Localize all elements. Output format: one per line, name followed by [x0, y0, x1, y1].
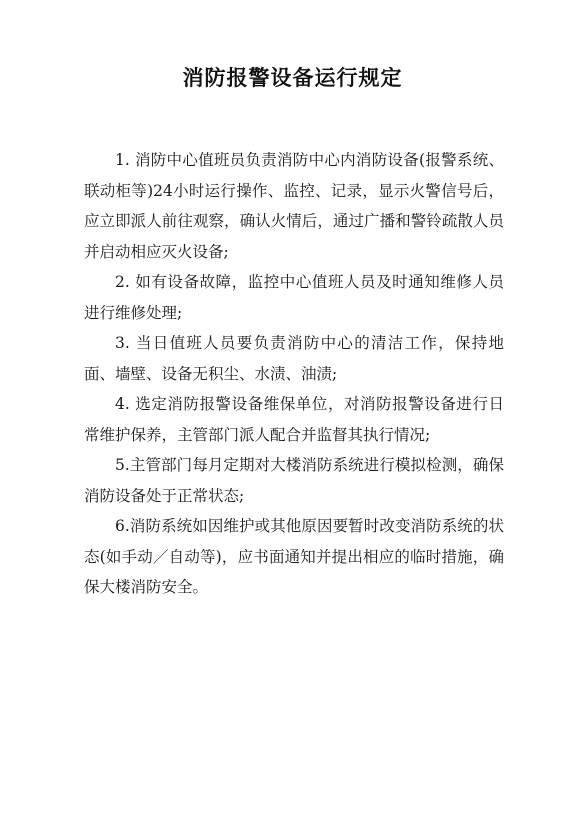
paragraph-4: 4. 选定消防报警设备维保单位，对消防报警设备进行日常维护保养，主管部门派人配合并监督其执行情况;: [84, 395, 504, 444]
paragraph-6: 6.消防系统如因维护或其他原因要暂时改变消防系统的状态(如手动／自动等)，应书面通知并提出相应的临时措施，确保大楼消防安全。: [84, 517, 504, 596]
paragraph-3: 3. 当日值班人员要负责消防中心的清洁工作，保持地面、墙壁、设备无积尘、水渍、油渍;: [84, 334, 504, 383]
document-body: [84, 145, 504, 603]
paragraph-1: 1. 消防中心值班员负责消防中心内消防设备(报警系统、联动柜等)24小时运行操作、监控、记录，显示火警信号后，应立即派人前往观察，确认火情后，通过广播和警铃疏散人员并启动相应灭火设备;: [84, 151, 504, 261]
paragraph-5: 5.主管部门每月定期对大楼消防系统进行模拟检测，确保消防设备处于正常状态;: [84, 456, 504, 505]
document-title: 消防报警设备运行规定: [182, 65, 403, 90]
paragraph-2: 2. 如有设备故障，监控中心值班人员及时通知维修人员进行维修处理;: [84, 273, 504, 322]
